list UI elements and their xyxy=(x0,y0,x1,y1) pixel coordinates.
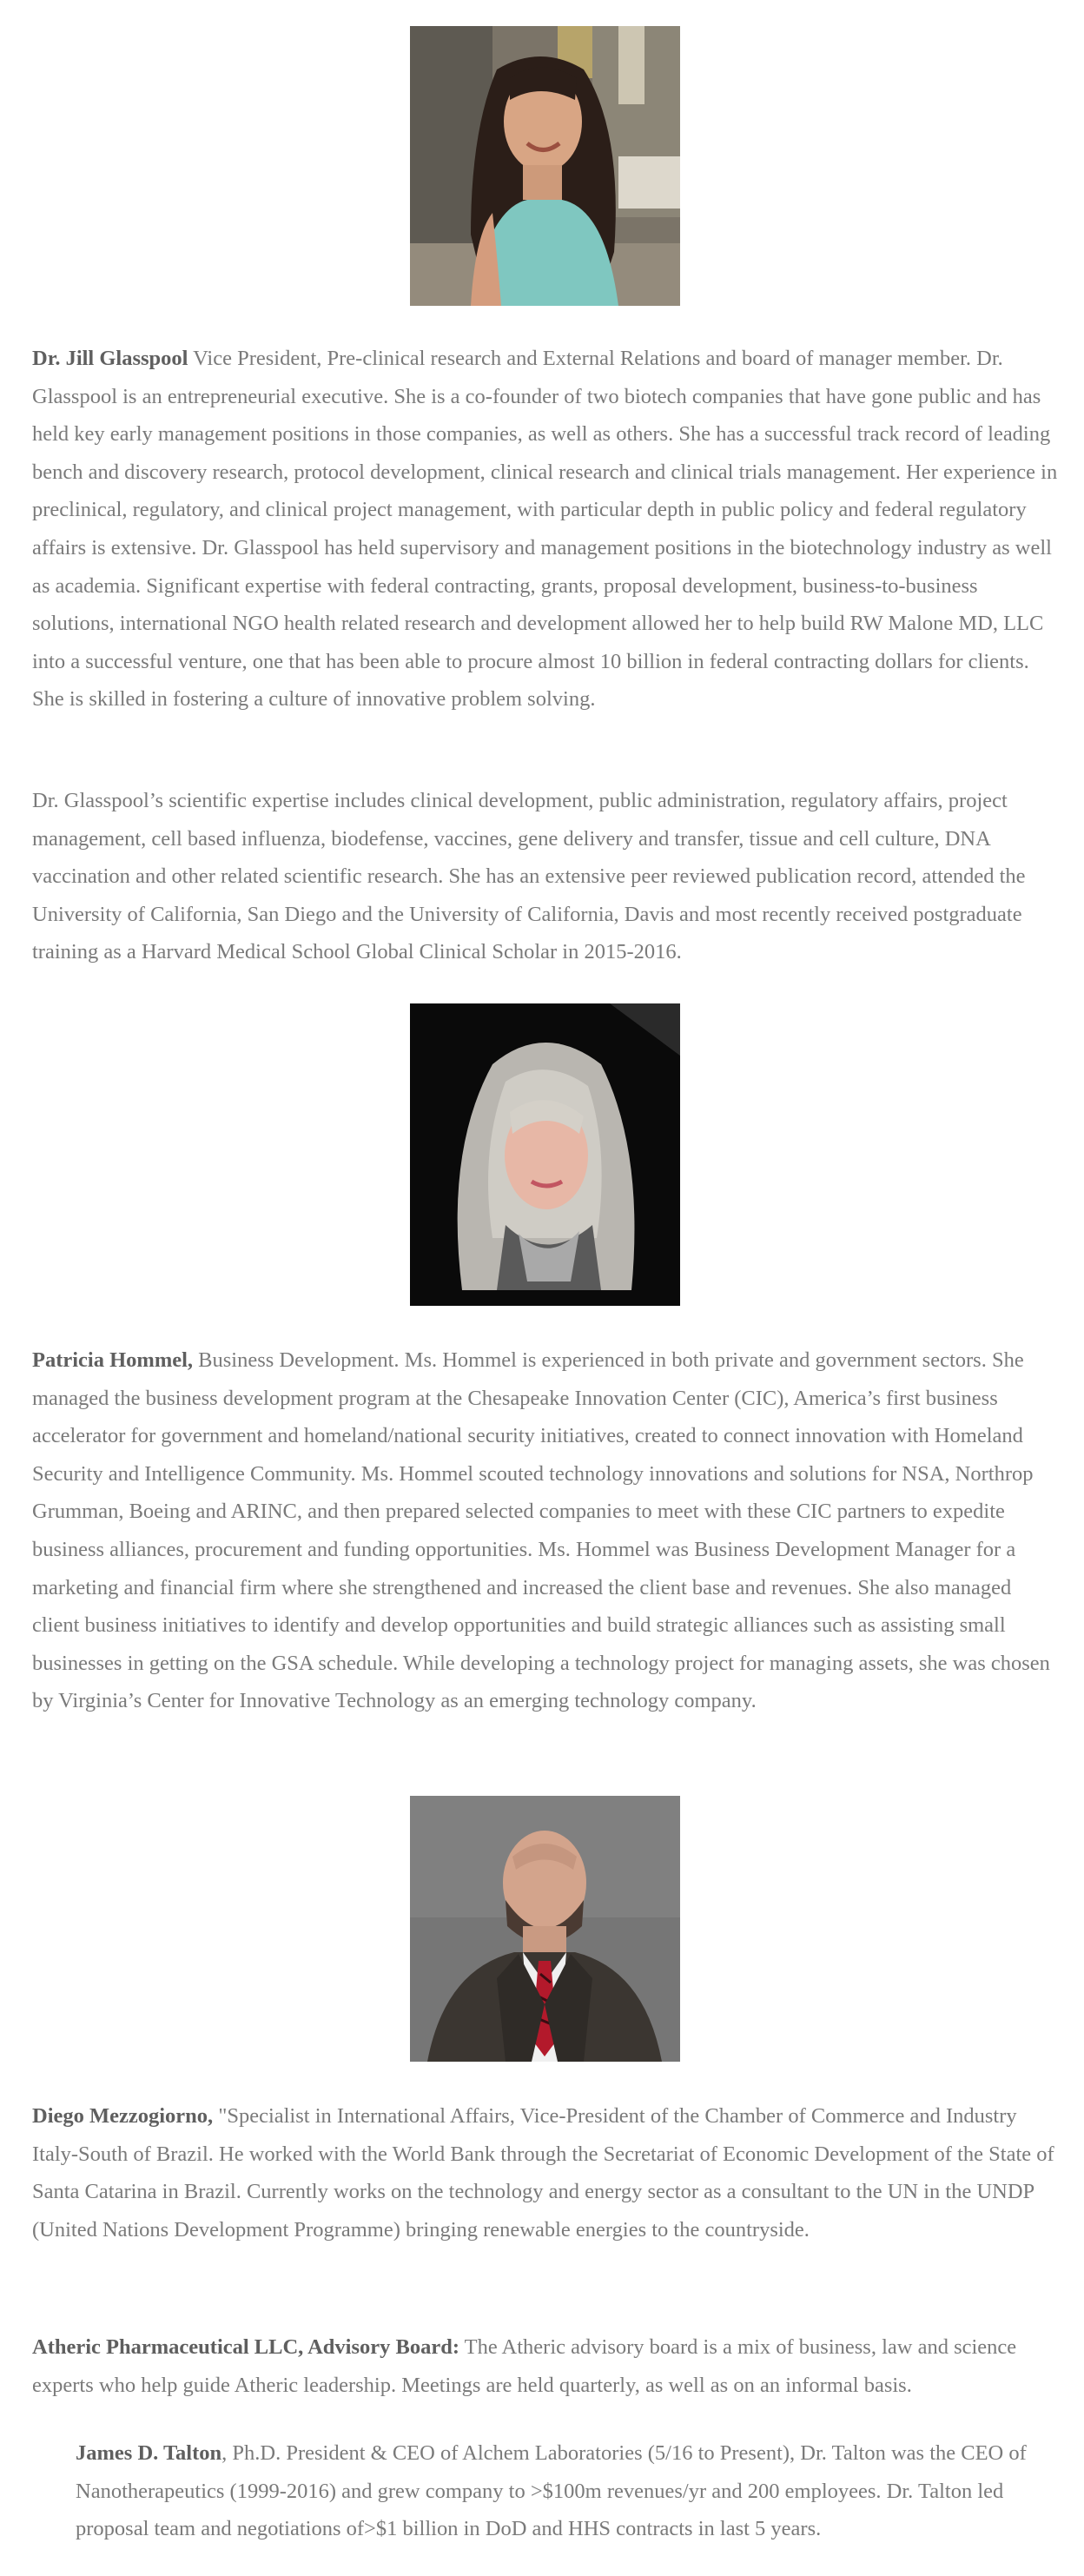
jill-glasspool-bio-2 xyxy=(32,782,1061,971)
person-name: Diego Mezzogiorno, xyxy=(32,2104,214,2128)
bio-text: Vice President, Pre-clinical research and External Relations and board of manager member. Dr. Glasspool is an entrepreneurial executive. She is a co-founder of two biotech companies that have gone public and has held key early management positions in those companies, as well as others. She has a successful track record of leading bench and discovery research, protocol development, clinical research and clinical trials management. Her experience in preclinical, regulatory, and clinical project management, with particular depth in public policy and federal regulatory affairs is extensive. Dr. Glasspool has held supervisory and management positions in the biotechnology industry as well as academia. Significant expertise with federal contracting, grants, proposal development, business-to-business solutions, international NGO health related research and development allowed her to help build RW Malone MD, LLC into a successful venture, one that has been able to procure almost 10 billion in federal contracting dollars for clients. She is skilled in fostering a culture of innovative problem solving. xyxy=(32,347,1058,712)
advisory-text: The Atheric advisory board is a mix of business, law and science experts who help guide Atheric leadership. Meetings are held quarterly, as well as on an informal basis. xyxy=(32,2335,1017,2397)
jill-glasspool-photo xyxy=(410,26,680,306)
person-name: Dr. Jill Glasspool xyxy=(32,347,188,370)
bio-text: "Specialist in International Affairs, Vice-President of the Chamber of Commerce and Industry Italy-South of Brazil. He worked with the World Bank through the Secretariat of Economic Development of the State of Santa Catarina in Brazil. Currently works on the technology and energy sector as a consultant to the UN in the UNDP (United Nations Development Programme) bringing renewable energies to the countryside. xyxy=(32,2104,1054,2242)
bio-text: , Ph.D. President & CEO of Alchem Laboratories (5/16 to Present), Dr. Talton was the CEO of Nanotherapeutics (1999-2016) and grew company to >$100m revenues/yr and 200 employees. Dr. Talton led proposal team and negotiations of>$1 billion in DoD and HHS contracts in last 5 years. xyxy=(76,2441,1027,2541)
advisory-board-intro xyxy=(32,2328,1061,2404)
patricia-hommel-photo xyxy=(410,1003,680,1306)
bio-text: Business Development. Ms. Hommel is experienced in both private and government sectors. She managed the business development program at the Chesapeake Innovation Center (CIC), America’s first business accelerator for government and homeland/national security initiatives, created to connect innovation with Homeland Security and Intelligence Community. Ms. Hommel scouted technology innovations and solutions for NSA, Northrop Grumman, Boeing and ARINC, and then prepared selected companies to meet with these CIC partners to expedite business alliances, procurement and funding opportunities. Ms. Hommel was Business Development Manager for a marketing and financial firm where she strengthened and increased the client base and revenues. She also managed client business initiatives to identify and develop opportunities and build strategic alliances such as assisting small businesses in getting on the GSA schedule. While developing a technology project for managing assets, she was chosen by Virginia’s Center for Innovative Technology as an emerging technology company. xyxy=(32,1348,1050,1713)
diego-mezzogiorno-bio xyxy=(32,2097,1061,2248)
diego-mezzogiorno-photo xyxy=(410,1796,680,2062)
person-name: Patricia Hommel, xyxy=(32,1348,194,1372)
advisor-name: James D. Talton xyxy=(76,2441,222,2465)
james-talton-bio xyxy=(76,2434,1061,2548)
patricia-hommel-bio xyxy=(32,1341,1061,1720)
bio-text: Dr. Glasspool’s scientific expertise includes clinical development, public administration, regulatory affairs, project management, cell based influenza, biodefense, vaccines, gene delivery and transfer, tissue and cell culture, DNA vaccination and other related scientific research. She has an extensive peer reviewed publication record, attended the University of California, San Diego and the University of California, Davis and most recently received postgraduate training as a Harvard Medical School Global Clinical Scholar in 2015-2016. xyxy=(32,789,1026,964)
advisory-heading: Atheric Pharmaceutical LLC, Advisory Board: xyxy=(32,2335,459,2359)
jill-glasspool-bio xyxy=(32,340,1061,718)
